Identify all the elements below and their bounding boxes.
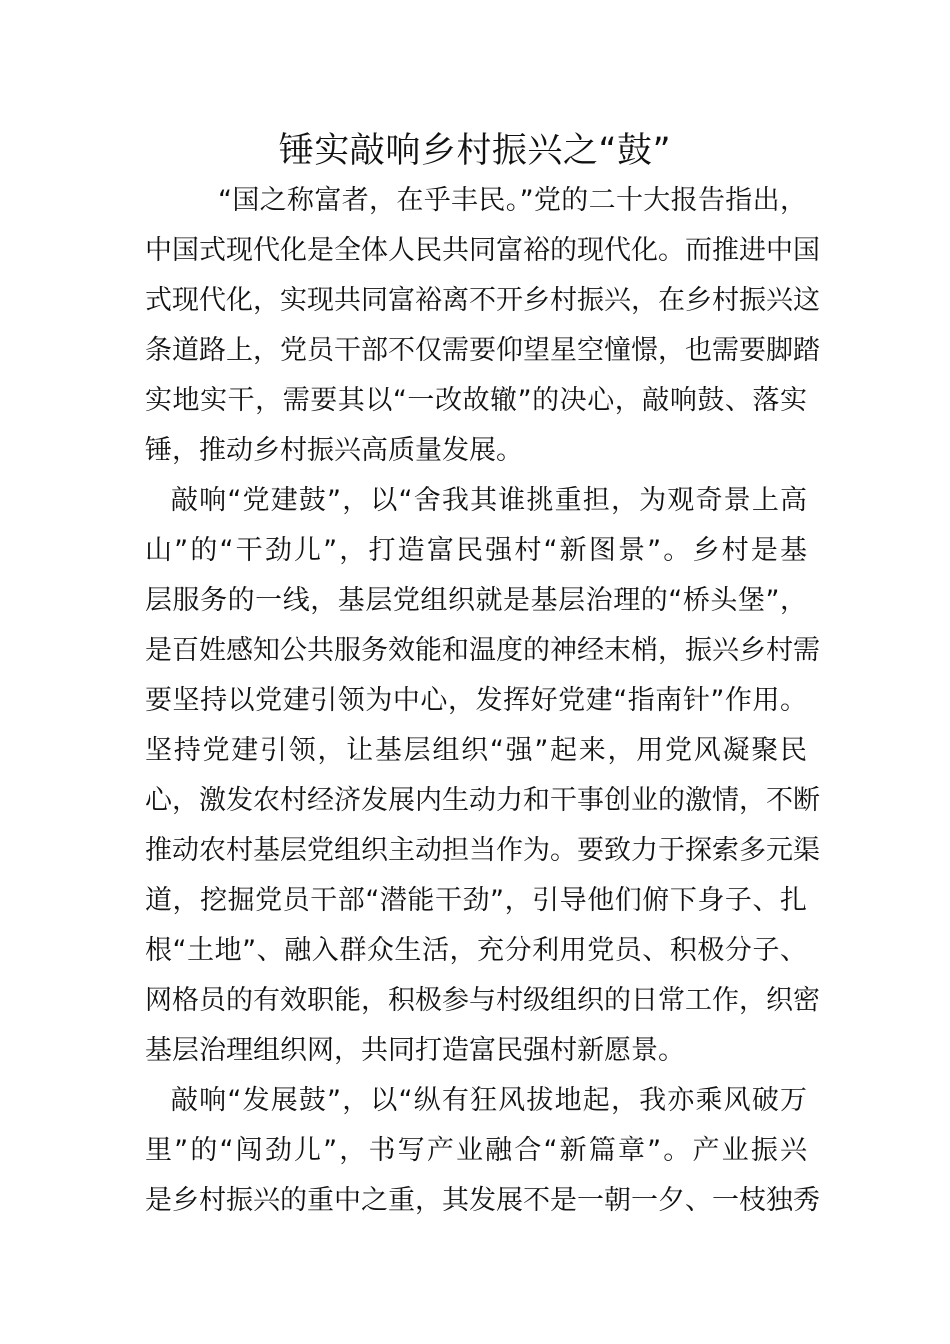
- document-title: 锤实敲响乡村振兴之“鼓”: [278, 131, 672, 171]
- paragraph-line: 敲响“党建鼓”，以“舍我其谁挑重担，为观奇景上高: [171, 485, 807, 516]
- paragraph-line: 网格员的有效职能，积极参与村级组织的日常工作，织密: [145, 985, 820, 1016]
- paragraph-line: 山”的“干劲儿”，打造富民强村“新图景”。乡村是基: [145, 535, 807, 566]
- paragraph-line: 条道路上，党员干部不仅需要仰望星空憧憬，也需要脚踏: [145, 335, 820, 366]
- paragraph-line: 锤，推动乡村振兴高质量发展。: [145, 435, 523, 466]
- paragraph-line: 是百姓感知公共服务效能和温度的神经末梢，振兴乡村需: [145, 635, 820, 666]
- paragraph-line: 要坚持以党建引领为中心，发挥好党建“指南针”作用。: [145, 685, 807, 716]
- paragraph-line: 道，挖掘党员干部“潜能干劲”，引导他们俯下身子、扎: [145, 885, 807, 916]
- paragraph-line: 实地实干，需要其以“一改故辙”的决心，敲响鼓、落实: [145, 385, 807, 416]
- paragraph-line: 中国式现代化是全体人民共同富裕的现代化。而推进中国: [145, 235, 820, 266]
- paragraph-line: 敲响“发展鼓”，以“纵有狂风拔地起，我亦乘风破万: [171, 1085, 807, 1116]
- paragraph-line: 坚持党建引领，让基层组织“强”起来，用党风凝聚民: [145, 735, 807, 766]
- paragraph-line: 心，激发农村经济发展内生动力和干事创业的激情，不断: [145, 785, 820, 816]
- paragraph-line: 式现代化，实现共同富裕离不开乡村振兴，在乡村振兴这: [145, 285, 820, 316]
- paragraph-line: 基层治理组织网，共同打造富民强村新愿景。: [145, 1035, 685, 1066]
- paragraph-line: 层服务的一线，基层党组织就是基层治理的“桥头堡”，: [145, 585, 807, 616]
- paragraph-line: 根“土地”、融入群众生活，充分利用党员、积极分子、: [145, 935, 807, 966]
- paragraph-line: 推动农村基层党组织主动担当作为。要致力于探索多元渠: [145, 835, 820, 866]
- paragraph-line: “国之称富者，在乎丰民。”党的二十大报告指出，: [218, 185, 807, 216]
- paragraph-line: 里”的“闯劲儿”，书写产业融合“新篇章”。产业振兴: [145, 1135, 807, 1166]
- paragraph-line: 是乡村振兴的重中之重，其发展不是一朝一夕、一枝独秀: [145, 1185, 820, 1216]
